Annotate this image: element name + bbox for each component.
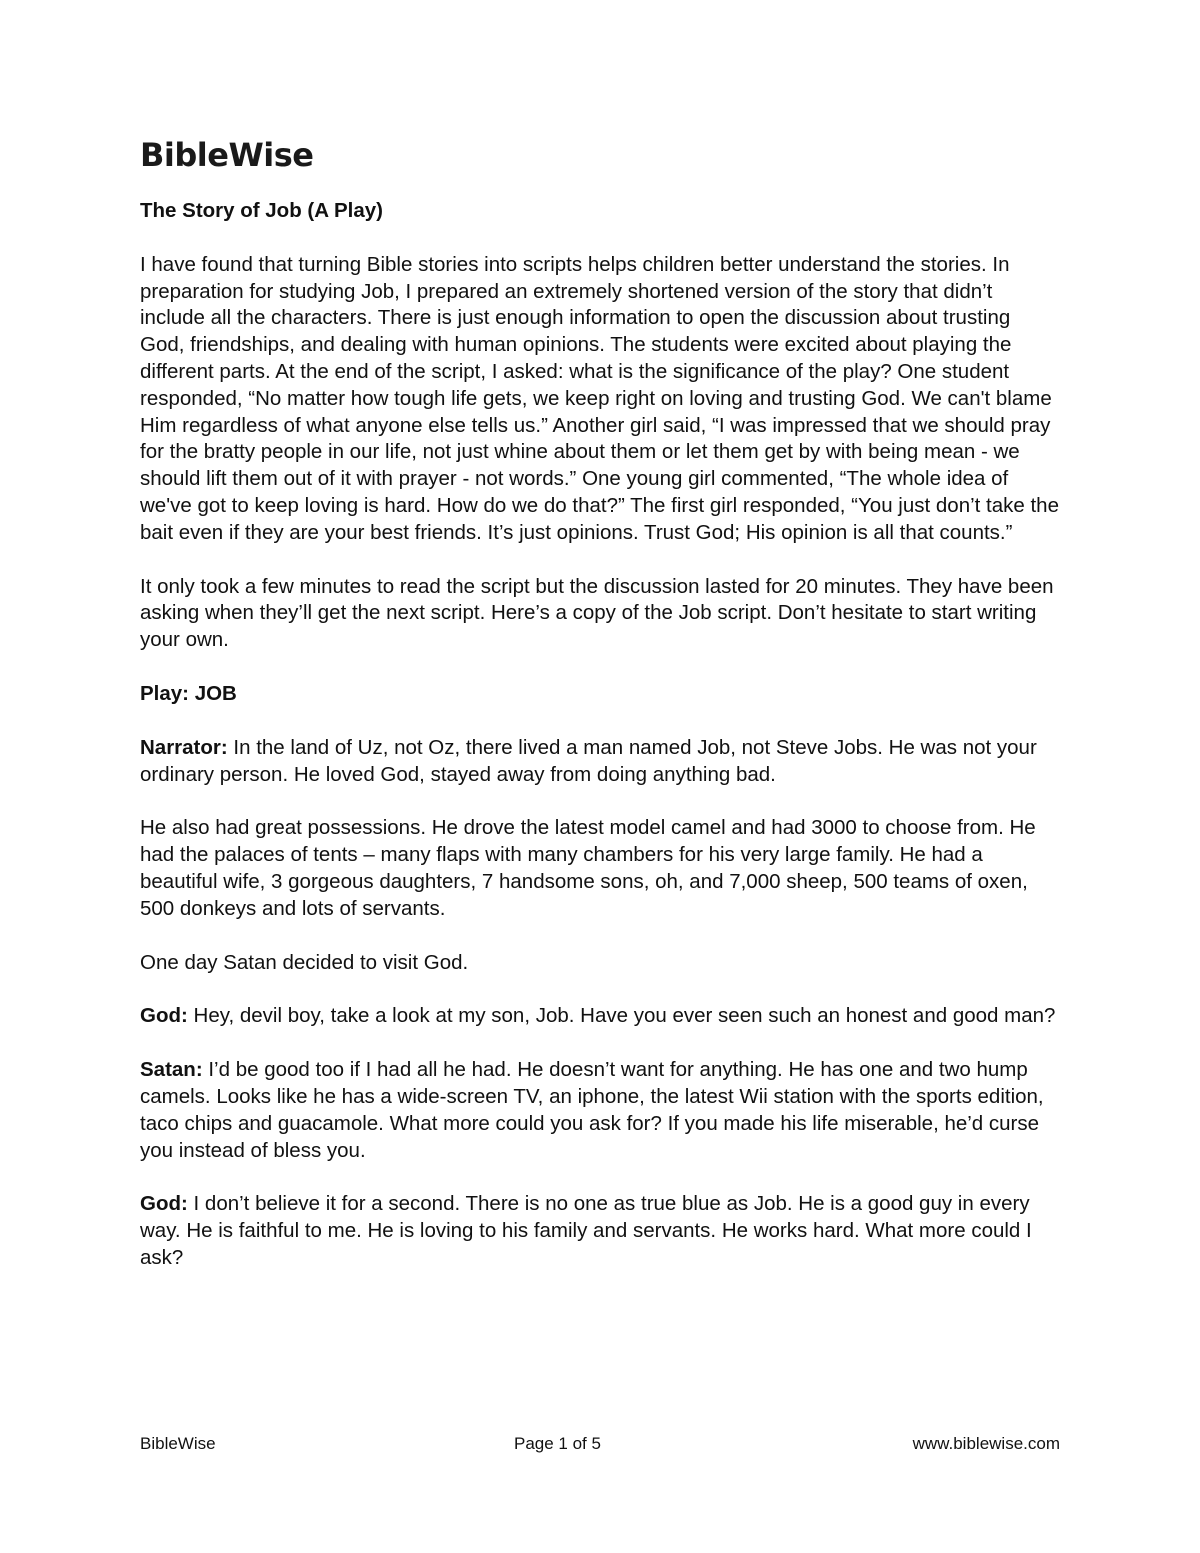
document-title: The Story of Job (A Play)	[140, 199, 383, 222]
intro-paragraph: I have found that turning Bible stories into scripts helps children better understand the stories. In preparation for studying Job, I prepared an extremely shortened version of the story that didn’t include all the characters. There is just enough information to open the discussion about trusting God, friendships, and dealing with human opinions. The students were excited about playing the different parts. At the end of the script, I asked: what is the significance of the play? One student responded, “No matter how tough life gets, we keep right on loving and trusting God. We can't blame Him regardless of what anyone else tells us.” Another girl said, “I was impressed that we should pray for the bratty people in our life, not just whine about them or let them get by with being mean - we should lift them out of it with prayer - not words.” One young girl commented, “The whole idea of we've got to keep loving is hard. How do we do that?” The first girl responded, “You just don’t take the bait even if they are your best friends. It’s just opinions. Trust God; His opinion is all that counts.”	[140, 252, 1059, 544]
document-body	[140, 198, 1060, 1299]
biblewise-logo: BibleWise	[140, 136, 314, 174]
page-number: Page 1 of 5	[514, 1434, 601, 1453]
script-text: One day Satan decided to visit God.	[140, 950, 469, 974]
script-text: Hey, devil boy, take a look at my son, Job. Have you ever seen such an honest and good man?	[187, 1004, 1056, 1028]
script-line	[140, 735, 1060, 789]
script-text: I’d be good too if I had all he had. He doesn’t want for anything. He has one and two hump camels. Looks like he has a wide-screen TV, an iphone, the latest Wii station with the sports edition, taco chips and guacamole. What more could you ask for? If you made his life miserable, he’d curse you instead of bless you.	[140, 1058, 1044, 1162]
script-text: He also had great possessions. He drove the latest model camel and had 3000 to choose from. He had the palaces of tents – many flaps with many chambers for his very large family. He had a beautiful wife, 3 gorgeous daughters, 7 handsome sons, oh, and 7,000 sheep, 500 teams of oxen, 500 donkeys and lots of servants.	[140, 816, 1036, 920]
play-heading: Play: JOB	[140, 681, 237, 705]
script-text: In the land of Uz, not Oz, there lived a man named Job, not Steve Jobs. He was not your ordinary person. He loved God, stayed away from doing anything bad.	[140, 735, 1037, 786]
script-line	[140, 1057, 1060, 1164]
script-line	[140, 1003, 1060, 1030]
intro-paragraph: It only took a few minutes to read the script but the discussion lasted for 20 minutes. They have been asking when they’ll get the next script. Here’s a copy of the Job script. Don’t hesitate to start writing your own.	[140, 574, 1054, 652]
speaker-name: God:	[140, 1192, 188, 1216]
speaker-name: God:	[140, 1004, 188, 1028]
speaker-name: Satan:	[140, 1058, 203, 1082]
speaker-name: Narrator:	[140, 735, 228, 759]
script-line	[140, 815, 1060, 922]
script-line	[140, 1191, 1060, 1271]
script-text: I don’t believe it for a second. There is no one as true blue as Job. He is a good guy in every way. He is faithful to me. He is loving to his family and servants. He works hard. What more could I ask?	[140, 1192, 1032, 1269]
script-line	[140, 950, 1060, 977]
footer-website: www.biblewise.com	[912, 1434, 1060, 1453]
footer-brand: BibleWise	[140, 1434, 216, 1453]
